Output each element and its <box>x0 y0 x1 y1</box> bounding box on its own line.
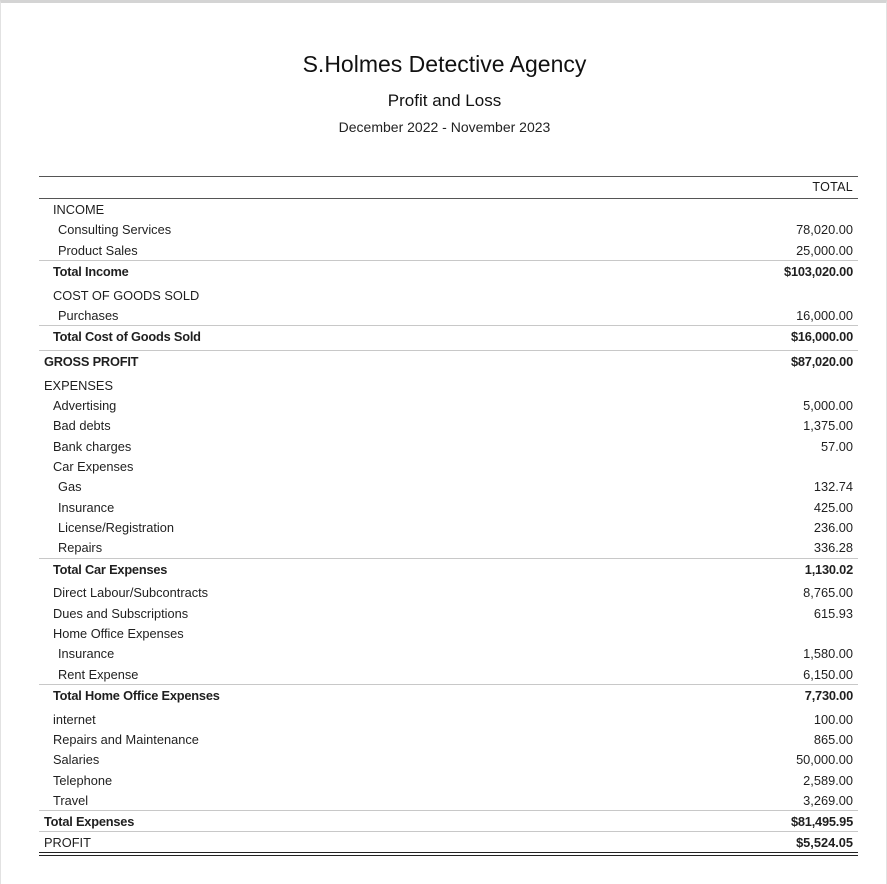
table-row <box>39 517 858 537</box>
row-label: Bad debts <box>53 418 111 434</box>
row-value: 6,150.00 <box>803 666 853 682</box>
row-label: Total Home Office Expenses <box>53 687 220 703</box>
table-row <box>39 415 858 435</box>
table-row <box>39 436 858 456</box>
table-row <box>39 582 858 602</box>
row-value: $87,020.00 <box>790 354 853 370</box>
table-row <box>39 790 858 810</box>
table-row <box>39 643 858 663</box>
row-value: $16,000.00 <box>790 329 853 345</box>
row-label: Insurance <box>58 646 115 662</box>
table-row <box>39 497 858 517</box>
row-label: Repairs <box>58 540 103 556</box>
report-period: December 2022 - November 2023 <box>338 119 551 135</box>
table-row <box>39 219 858 239</box>
row-value: 865.00 <box>813 731 853 747</box>
row-value: $5,524.05 <box>796 835 853 851</box>
table-row <box>39 664 858 684</box>
row-label: EXPENSES <box>44 377 113 393</box>
row-value: $81,495.95 <box>790 814 853 830</box>
row-value: 50,000.00 <box>796 752 853 768</box>
column-header-row <box>39 177 858 199</box>
row-label: Consulting Services <box>58 222 172 238</box>
row-label: Home Office Expenses <box>53 625 184 641</box>
section-expenses-header <box>39 375 858 395</box>
table-row <box>39 476 858 496</box>
row-label: Total Cost of Goods Sold <box>53 329 201 345</box>
table-row <box>39 603 858 623</box>
row-label: Dues and Subscriptions <box>53 605 189 621</box>
table-row <box>39 305 858 325</box>
column-header-total: TOTAL <box>812 180 853 194</box>
row-label: Direct Labour/Subcontracts <box>53 585 209 601</box>
row-label: Bank charges <box>53 438 132 454</box>
row-value: 7,730.00 <box>804 687 853 703</box>
row-value: 336.28 <box>813 540 853 556</box>
row-value: 1,580.00 <box>803 646 853 662</box>
total-expenses-row <box>39 810 858 831</box>
row-label: Product Sales <box>58 242 138 258</box>
row-value: 1,375.00 <box>803 418 853 434</box>
row-value: 16,000.00 <box>796 307 853 323</box>
section-cogs-header <box>39 285 858 305</box>
row-label: Total Expenses <box>44 814 135 830</box>
profit-loss-table <box>39 176 858 856</box>
row-label: Advertising <box>53 398 117 414</box>
row-label: Total Income <box>53 263 129 279</box>
row-label: Salaries <box>53 752 100 768</box>
home-office-expenses-header <box>39 623 858 643</box>
row-label: License/Registration <box>58 519 174 535</box>
total-income-row <box>39 260 858 281</box>
row-value: 5,000.00 <box>803 398 853 414</box>
table-row <box>39 395 858 415</box>
row-value: 1,130.02 <box>804 561 853 577</box>
profit-row <box>39 831 858 856</box>
row-value: 132.74 <box>813 479 853 495</box>
row-label: internet <box>53 711 96 727</box>
table-row <box>39 770 858 790</box>
row-label: Purchases <box>58 307 119 323</box>
row-label: Telephone <box>53 772 113 788</box>
row-label: Gas <box>58 479 82 495</box>
row-value: 425.00 <box>813 499 853 515</box>
total-car-expenses-row <box>39 558 858 579</box>
row-label: Rent Expense <box>58 666 139 682</box>
car-expenses-header <box>39 456 858 476</box>
table-row <box>39 749 858 769</box>
row-value: 3,269.00 <box>803 792 853 808</box>
row-value: 236.00 <box>813 519 853 535</box>
row-label: GROSS PROFIT <box>44 354 139 370</box>
table-row <box>39 240 858 260</box>
row-value: 615.93 <box>813 605 853 621</box>
row-value: $103,020.00 <box>784 263 853 279</box>
table-row <box>39 709 858 729</box>
row-label: COST OF GOODS SOLD <box>53 287 200 303</box>
row-value: 25,000.00 <box>796 242 853 258</box>
report-title: Profit and Loss <box>387 91 502 110</box>
row-label: Insurance <box>58 499 115 515</box>
row-value: 2,589.00 <box>803 772 853 788</box>
total-home-office-expenses-row <box>39 684 858 705</box>
row-label: Car Expenses <box>53 459 134 475</box>
table-row <box>39 729 858 749</box>
table-row <box>39 537 858 557</box>
row-label: Repairs and Maintenance <box>53 731 199 747</box>
total-cogs-row <box>39 325 858 346</box>
row-label: Travel <box>53 792 89 808</box>
row-value: 57.00 <box>820 438 853 454</box>
row-label: PROFIT <box>44 835 91 851</box>
gross-profit-row <box>39 350 858 371</box>
row-label: Total Car Expenses <box>53 561 168 577</box>
row-label: INCOME <box>53 202 105 217</box>
company-name: S.Holmes Detective Agency <box>302 51 587 77</box>
section-income-header <box>39 199 858 219</box>
row-value: 78,020.00 <box>796 222 853 238</box>
row-value: 100.00 <box>813 711 853 727</box>
row-value: 8,765.00 <box>803 585 853 601</box>
